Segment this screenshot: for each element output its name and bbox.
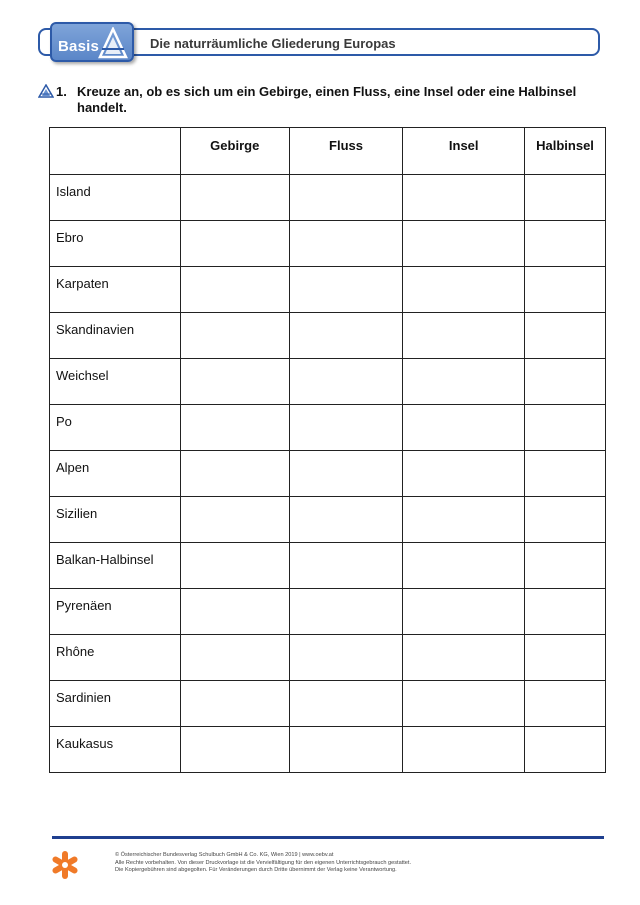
row-label: Ebro — [50, 221, 181, 267]
row-label: Karpaten — [50, 267, 181, 313]
table-row — [50, 727, 606, 773]
answer-cell-fluss[interactable] — [289, 451, 403, 497]
answer-cell-insel[interactable] — [403, 589, 525, 635]
copyright-notice — [115, 852, 595, 875]
column-header-fluss: Fluss — [289, 128, 403, 175]
answer-cell-gebirge[interactable] — [180, 635, 289, 681]
answer-cell-gebirge[interactable] — [180, 451, 289, 497]
answer-cell-fluss[interactable] — [289, 405, 403, 451]
answer-cell-insel[interactable] — [403, 405, 525, 451]
answer-cell-gebirge[interactable] — [180, 543, 289, 589]
table-row — [50, 681, 606, 727]
triangle-level-icon — [98, 27, 128, 64]
column-header-halbinsel: Halbinsel — [525, 128, 606, 175]
answer-cell-insel[interactable] — [403, 543, 525, 589]
table-row — [50, 589, 606, 635]
table-row — [50, 221, 606, 267]
answer-cell-halbinsel[interactable] — [525, 497, 606, 543]
answer-cell-gebirge[interactable] — [180, 175, 289, 221]
level-badge — [50, 22, 134, 62]
answer-cell-insel[interactable] — [403, 497, 525, 543]
answer-cell-fluss[interactable] — [289, 175, 403, 221]
answer-cell-gebirge[interactable] — [180, 359, 289, 405]
triangle-level-icon — [38, 84, 54, 103]
classification-table — [49, 127, 606, 773]
row-label: Po — [50, 405, 181, 451]
row-label: Skandinavien — [50, 313, 181, 359]
answer-cell-insel[interactable] — [403, 451, 525, 497]
answer-cell-gebirge[interactable] — [180, 267, 289, 313]
answer-cell-fluss[interactable] — [289, 727, 403, 773]
row-label: Pyrenäen — [50, 589, 181, 635]
row-label: Alpen — [50, 451, 181, 497]
table-row — [50, 405, 606, 451]
table-row — [50, 635, 606, 681]
column-header-gebirge: Gebirge — [180, 128, 289, 175]
answer-cell-fluss[interactable] — [289, 497, 403, 543]
answer-cell-insel[interactable] — [403, 221, 525, 267]
answer-cell-halbinsel[interactable] — [525, 221, 606, 267]
answer-cell-fluss[interactable] — [289, 359, 403, 405]
row-label: Weichsel — [50, 359, 181, 405]
answer-cell-gebirge[interactable] — [180, 221, 289, 267]
answer-cell-halbinsel[interactable] — [525, 451, 606, 497]
answer-cell-gebirge[interactable] — [180, 681, 289, 727]
answer-cell-insel[interactable] — [403, 635, 525, 681]
table-row — [50, 175, 606, 221]
answer-cell-fluss[interactable] — [289, 635, 403, 681]
answer-cell-halbinsel[interactable] — [525, 175, 606, 221]
table-row — [50, 267, 606, 313]
footer-divider — [52, 836, 604, 839]
answer-cell-insel[interactable] — [403, 313, 525, 359]
answer-cell-halbinsel[interactable] — [525, 543, 606, 589]
table-row — [50, 497, 606, 543]
answer-cell-fluss[interactable] — [289, 267, 403, 313]
answer-cell-gebirge[interactable] — [180, 313, 289, 359]
task-number: 1. — [56, 84, 67, 99]
answer-cell-halbinsel[interactable] — [525, 727, 606, 773]
answer-cell-halbinsel[interactable] — [525, 635, 606, 681]
answer-cell-fluss[interactable] — [289, 543, 403, 589]
task-instruction: Kreuze an, ob es sich um ein Gebirge, einen Fluss, eine Insel oder eine Halbinsel handelt. — [77, 84, 577, 115]
publisher-star-logo — [52, 850, 78, 885]
row-label: Rhône — [50, 635, 181, 681]
answer-cell-gebirge[interactable] — [180, 497, 289, 543]
answer-cell-halbinsel[interactable] — [525, 359, 606, 405]
answer-cell-halbinsel[interactable] — [525, 267, 606, 313]
page-title: Die naturräumliche Gliederung Europas — [150, 36, 396, 51]
table-row — [50, 313, 606, 359]
answer-cell-insel[interactable] — [403, 359, 525, 405]
answer-cell-halbinsel[interactable] — [525, 405, 606, 451]
answer-cell-halbinsel[interactable] — [525, 589, 606, 635]
answer-cell-fluss[interactable] — [289, 221, 403, 267]
column-header-insel: Insel — [403, 128, 525, 175]
answer-cell-halbinsel[interactable] — [525, 681, 606, 727]
row-label: Island — [50, 175, 181, 221]
table-row — [50, 451, 606, 497]
table-header-row — [50, 128, 606, 175]
row-label: Balkan-Halbinsel — [50, 543, 181, 589]
answer-cell-gebirge[interactable] — [180, 589, 289, 635]
badge-label: Basis — [58, 38, 100, 55]
answer-cell-fluss[interactable] — [289, 681, 403, 727]
answer-cell-gebirge[interactable] — [180, 727, 289, 773]
answer-cell-gebirge[interactable] — [180, 405, 289, 451]
rights-line: Alle Rechte vorbehalten. Von dieser Druckvorlage ist die Vervielfältigung für den eigenen Unterrichtsgebrauch gestattet. — [115, 859, 412, 866]
table-row — [50, 359, 606, 405]
row-label: Kaukasus — [50, 727, 181, 773]
copyright-line: © Österreichischer Bundesverlag Schulbuch GmbH & Co. KG, Wien 2019 | www.oebv.at — [115, 852, 334, 858]
answer-cell-insel[interactable] — [403, 727, 525, 773]
column-header — [50, 128, 181, 175]
answer-cell-insel[interactable] — [403, 681, 525, 727]
table-row — [50, 543, 606, 589]
answer-cell-insel[interactable] — [403, 267, 525, 313]
answer-cell-insel[interactable] — [403, 175, 525, 221]
row-label: Sardinien — [50, 681, 181, 727]
row-label: Sizilien — [50, 497, 181, 543]
answer-cell-halbinsel[interactable] — [525, 313, 606, 359]
answer-cell-fluss[interactable] — [289, 589, 403, 635]
liability-line: Die Kopiergebühren sind abgegolten. Für Veränderungen durch Dritte übernimmt der Verlag keine Verantwortung. — [115, 867, 397, 873]
answer-cell-fluss[interactable] — [289, 313, 403, 359]
